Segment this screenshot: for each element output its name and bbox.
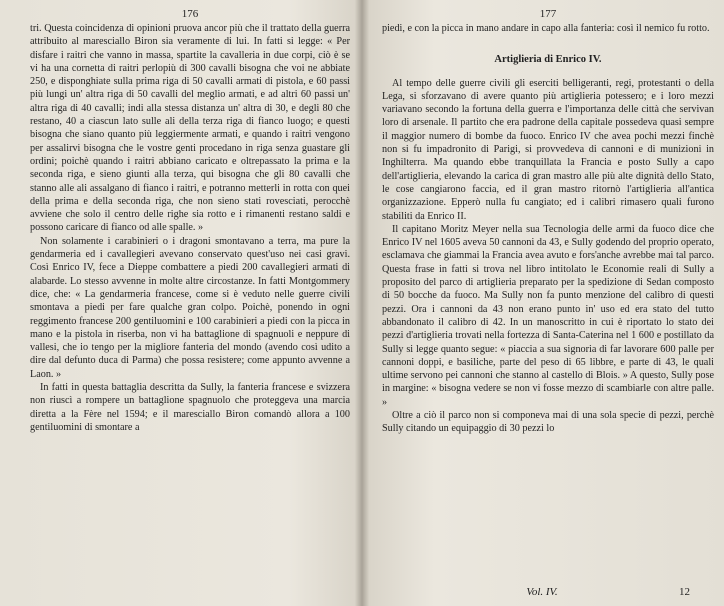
volume-signature: Vol. IV. — [526, 586, 558, 598]
signature-number: 12 — [679, 586, 690, 598]
page-body — [382, 22, 714, 436]
paragraph: Non solamente i carabinieri o i dragoni smontavano a terra, ma pure la gendarmeria ed i cavallegieri avevano conservato quest'uso nei casi gravi. Così Enrico IV, fece a Dieppe combattere a piedi 200 cavallegieri armati di alabarde. Lo stesso avvenne in molte altre circostanze. In fatti Montgommery dice, che: « La gendarmeria francese, come si è veduto nelle guerre civili smontava a piedi per fare qualche gran colpo. Poichè, ponendo in ogni reggimento francese 200 gentiluomini e 100 carabinieri a piedi con la picca in mano e la pistola in riserba, non vi ha battaglione di spagnuoli e neppure di vallesi, che io tengo per la migliore fanteria del mondo (avendo così udito a dire dal defunto duca di Parma) che possa resistere; come appunto avvenne a Laon. » — [30, 235, 350, 380]
paragraph: In fatti in questa battaglia descritta da Sully, la fanteria francese e svizzera non riuscì a rompere un battaglione spagnuolo che proteggeva una marcia diretta a la Fère nel 1594; e il maresciallo Biron comandò allora a 100 gentiluomini di smontare a — [30, 382, 350, 433]
paragraph: piedi, e con la picca in mano andare in capo alla fanteria: così il nemico fu rotto. — [382, 23, 710, 34]
left-page — [0, 0, 360, 606]
paragraph: Il capitano Moritz Meyer nella sua Tecnologia delle armi da fuoco dice che Enrico IV nel 1605 aveva 50 cannoni da 43, e Sully godendo del proprio operato, esclamava che giammai la Francia avea avuto e fors'anche avrebbe mai tal parco. Questa frase in fatti si trova nel libro intitolato le Economie reali di Sully a proposito del parco di artiglieria preparato per la spedizione di Sedan composto di 50 bocche da fuoco. Ma Sully non fa punto menzione del calibro di questi pezzi. Ora i cannoni da 43 non erano punto in' uso ed era stato del tutto abbandonato il calibro di 42. In un manoscritto in cui è riportato lo stato dei pezzi d'artiglieria trovati nella fortezza di Santa-Caterina nel 1 600 e postillato da Sully si legge quanto segue: « piaccia a sua signoria di far lavorare 600 palle per cannoni doppi, e basiliche, parte del peso di 65 libbre, e parte di 43, le quali ultime servono pei cannoni che stanno al castello di Blois. » A questo, Sully pose in margine: « bisogna vedere se non vi fosse mezzo di scambiarle con altre palle. » — [382, 223, 714, 408]
paragraph: Al tempo delle guerre civili gli eserciti belligeranti, regi, protestanti o della Lega, si sforzavano di avere quanto più artiglieria potessero; e i loro mezzi variavano secondo la fortuna della guerra e l'importanza delle città che servivan loro di arsenale. Il partito che era padrone della capitale possedeva quasi sempre il maggior numero di bombe da fuoco. Enrico IV che avea pochi mezzi finchè non si fu impadronito di Parigi, si provvedeva di cannoni e di munizioni in Inghilterra. Ma quando ebbe tranquillata la Francia e posto Sully a capo dell'artiglieria, elevando la carica di gran mastro alle più alte dignità dello Stato, le cose cangiarono faccia, ed il gran mastro ritornò l'artiglieria all'antica organizzazione. Epperò nulla fu cangiato; ed i calibri rimasero quali furono stabiliti da Enrico II. — [382, 77, 714, 222]
section-heading: Artiglieria di Enrico IV. — [494, 54, 602, 66]
right-page — [366, 0, 724, 606]
paragraph: tri. Questa coincidenza di opinioni pruova ancor più che il trattato della guerra attribuito al maresciallo Biron sia veramente di lui. In fatti si legge: « Per disfare i raitri che vanno in massa, spartite la cavalleria in due corpi, ciò è se vi ha una cornetta di raitri perlopiù di 300 cavalli bisogna che voi ne abbiate 250, e disponghiate sulla prima riga di 50 cavalli armati di pistola, e 60 passi più lungi un' altra riga di 50 cavalli del meglio armati, e ad altri 60 passi un' altra riga di 40 cavalli; indi alla stessa distanza un' altra di 30, e degli 80 che restano, 40 a ciascun lato sulle ali della terza riga di fianco luogo; e questi bisogna che siano quanto più leggiermente armati, e quando i raitri vengono per assalirvi bisogna che le vostre genti procedano in riga senza guastare gli ordini; poichè quando i raitri abbiano caricato e oltrepassato la prima e la seconda riga, e sieno giunti alla terza, qui bisogna che gli 80 cavalli che stanno alle ali assalgano di fianco i raitri, e potranno metterli in rotta con quei della prima e della seconda riga, che non sieno stati rovesciati, perocchè avviene che solo il centro delle righe sia rotto e i rimanenti restano saldi e possono caricare di fianco od alle spalle. » — [30, 23, 350, 234]
page-body — [30, 22, 350, 434]
paragraph: Oltre a ciò il parco non si componeva mai di una sola specie di pezzi, perchè Sully citando un equipaggio di 30 pezzi lo — [382, 410, 714, 435]
page-footer — [382, 586, 710, 600]
page-number: 176 — [181, 8, 199, 20]
page-number: 177 — [539, 8, 557, 20]
